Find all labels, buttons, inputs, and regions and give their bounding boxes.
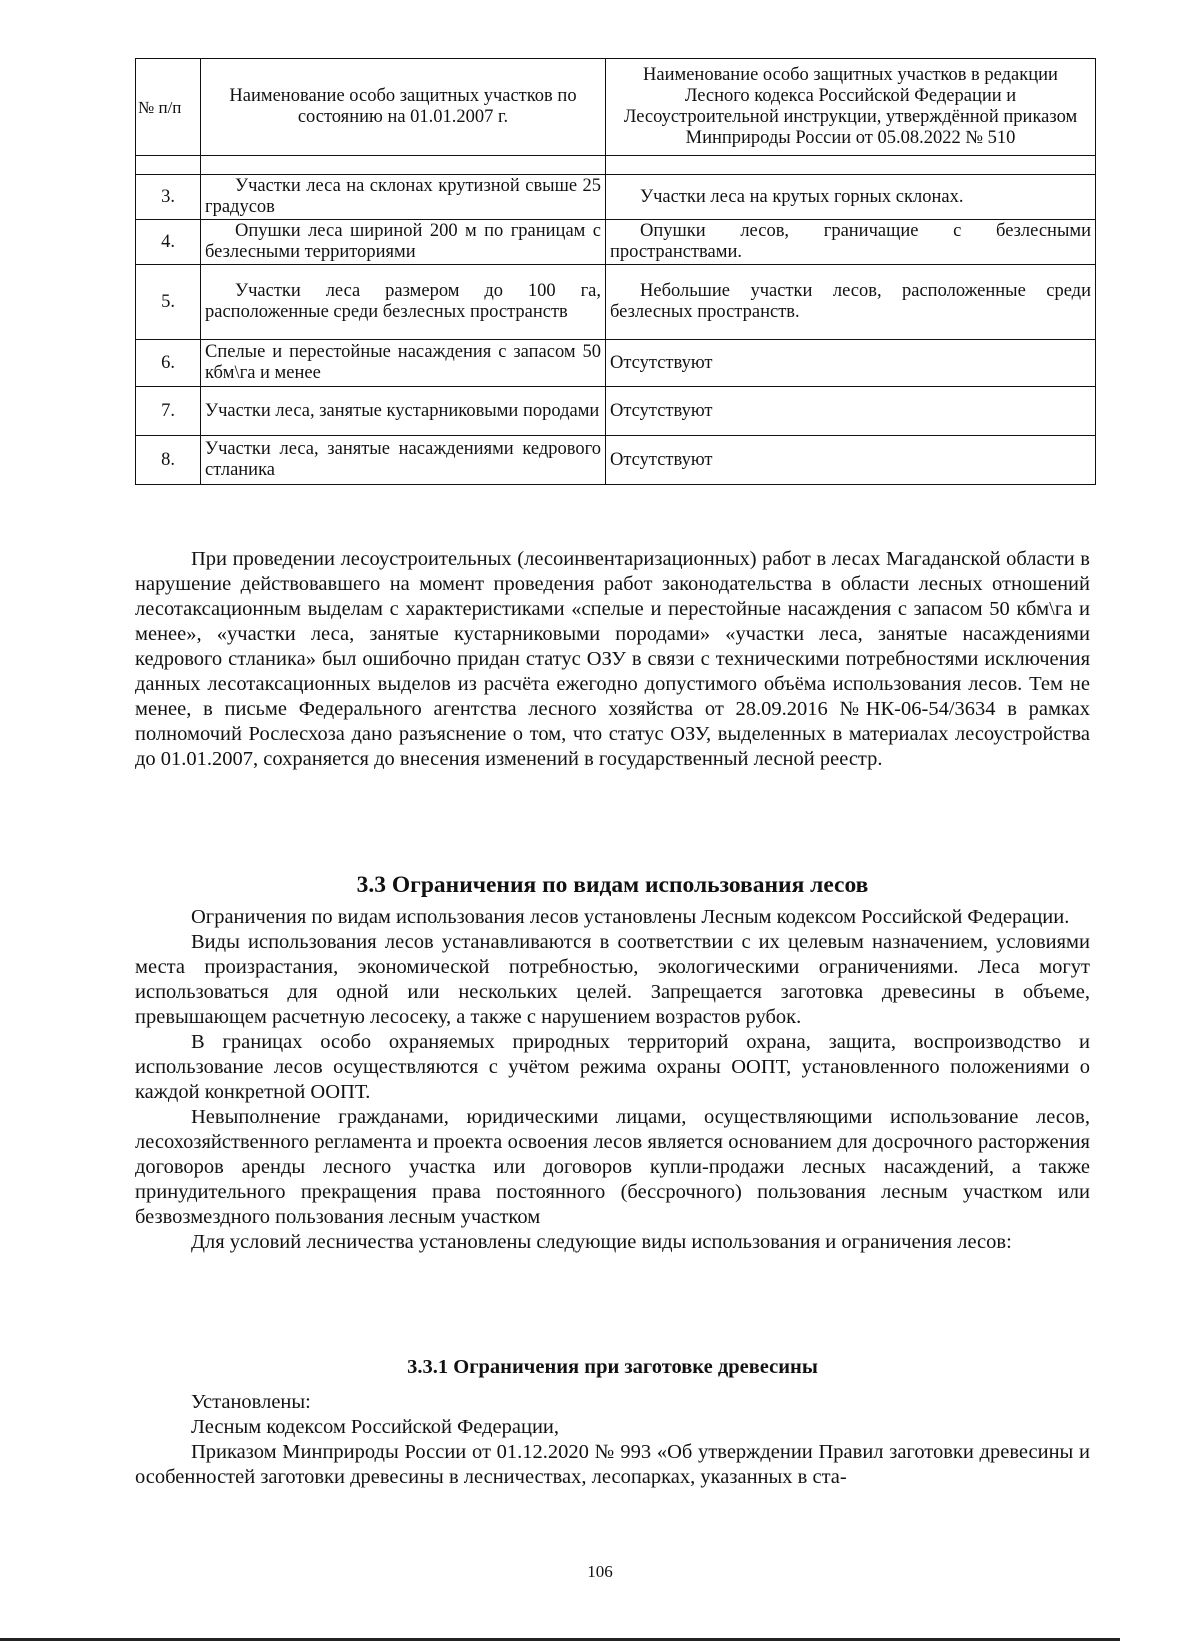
row-new-name: Отсутствуют (606, 436, 1096, 485)
table-row (136, 340, 1096, 387)
row-new-name: Отсутствуют (606, 387, 1096, 436)
row-new-name: Небольшие участки лесов, расположенные среди безлесных пространств. (606, 265, 1096, 340)
paragraph: Виды использования лесов устанавливаются в соответствии с их целевым назначением, условиями места произрастания, экономической потребностью, экологическими ограничениями. Леса могут использоваться для одной или нескольких целей. Запрещается заготовка древесины в объеме, превышающем расчетную лесосеку, а также с нарушением возрастов рубок. (135, 931, 1090, 1028)
paragraph: В границах особо охраняемых природных территорий охрана, защита, воспроизводство и использование лесов осуществляются с учётом режима охраны ООПТ, установленного положениями о каждой конкретной ООПТ. (135, 1031, 1090, 1103)
intro-paragraph: При проведении лесоустроительных (лесоинвентаризационных) работ в лесах Магаданской области в нарушение действовавшего на момент проведения работ законодательства в области лесных отношений лесотаксационным выделам с характеристиками «спелые и перестойные насаждения с запасом 50 кбм\га и менее», «участки леса, занятые кустарниковыми породами» «участки леса, занятые насаждениями кедрового стланика» был ошибочно придан статус ОЗУ в связи с техническими потребностями исключения данных лесотаксационных выделов из расчёта ежегодно допустимого объёма использования лесов. Тем не менее, в письме Федерального агентства лесного хозяйства от 28.09.2016 №НК-06-54/3634 в рамках полномочий Рослесхоза дано разъяснение о том, что статус ОЗУ, выделенных в материалах лесоустройства до 01.01.2007, сохраняется до внесения изменений в государственный лесной реестр. (135, 548, 1090, 770)
table-spacer-row (136, 156, 1096, 175)
header-new-name: Наименование особо защитных участков в редакции Лесного кодекса Российской Федерации и Лесоустроительной инструкции, утверждённой приказом Минприроды России от 05.08.2022 № 510 (606, 59, 1096, 156)
paragraph: Установлены: (191, 1391, 311, 1413)
row-number: 5. (136, 265, 201, 340)
header-number: № п/п (136, 59, 201, 156)
table-row (136, 175, 1096, 220)
row-new-name: Отсутствуют (606, 340, 1096, 387)
header-old-name: Наименование особо защитных участков по состоянию на 01.01.2007 г. (201, 59, 606, 156)
paragraph: Ограничения по видам использования лесов установлены Лесным кодексом Российской Федерации. (191, 906, 1070, 928)
section-3-3-1-body (135, 1390, 1090, 1490)
row-number: 7. (136, 387, 201, 436)
paragraph: Для условий лесничества установлены следующие виды использования и ограничения лесов: (191, 1231, 1012, 1253)
row-old-name: Опушки леса шириной 200 м по границам с безлесными территориями (201, 220, 606, 265)
paragraph: Невыполнение гражданами, юридическими лицами, осуществляющими использование лесов, лесохозяйственного регламента и проекта освоения лесов является основанием для досрочного расторжения договоров аренды лесного участка или договоров купли-продажи лесных насаждений, а также принудительного прекращения права постоянного (бессрочного) пользования лесным участком или безвозмездного пользования лесным участком (135, 1106, 1090, 1228)
row-old-name: Участки леса на склонах крутизной свыше 25 градусов (201, 175, 606, 220)
row-old-name: Участки леса размером до 100 га, расположенные среди безлесных пространств (201, 265, 606, 340)
row-number: 3. (136, 175, 201, 220)
row-old-name: Спелые и перестойные насаждения с запасом 50 кбм\га и менее (201, 340, 606, 387)
row-number: 6. (136, 340, 201, 387)
paragraph: Приказом Минприроды России от 01.12.2020 № 993 «Об утверждении Правил заготовки древесины и особенностей заготовки древесины в лесничествах, лесопарках, указанных в ста- (135, 1441, 1090, 1488)
table-row (136, 265, 1096, 340)
ozu-comparison-table (135, 58, 1096, 485)
table-row (136, 220, 1096, 265)
table-header-row (136, 59, 1096, 156)
bottom-rule (0, 1638, 1120, 1641)
page-number: 106 (587, 1562, 613, 1581)
section-3-3-body (135, 905, 1090, 1255)
row-number: 4. (136, 220, 201, 265)
intro-text (135, 547, 1090, 772)
paragraph: Лесным кодексом Российской Федерации, (191, 1416, 560, 1438)
row-number: 8. (136, 436, 201, 485)
row-old-name: Участки леса, занятые насаждениями кедрового стланика (201, 436, 606, 485)
table-row (136, 436, 1096, 485)
section-3-3-title: 3.3 Ограничения по видам использования лесов (356, 872, 869, 898)
section-3-3-1-title: 3.3.1 Ограничения при заготовке древесины (407, 1356, 818, 1378)
table-row (136, 387, 1096, 436)
row-new-name: Участки леса на крутых горных склонах. (606, 175, 1096, 220)
row-old-name: Участки леса, занятые кустарниковыми породами (201, 387, 606, 436)
row-new-name: Опушки лесов, граничащие с безлесными пространствами. (606, 220, 1096, 265)
